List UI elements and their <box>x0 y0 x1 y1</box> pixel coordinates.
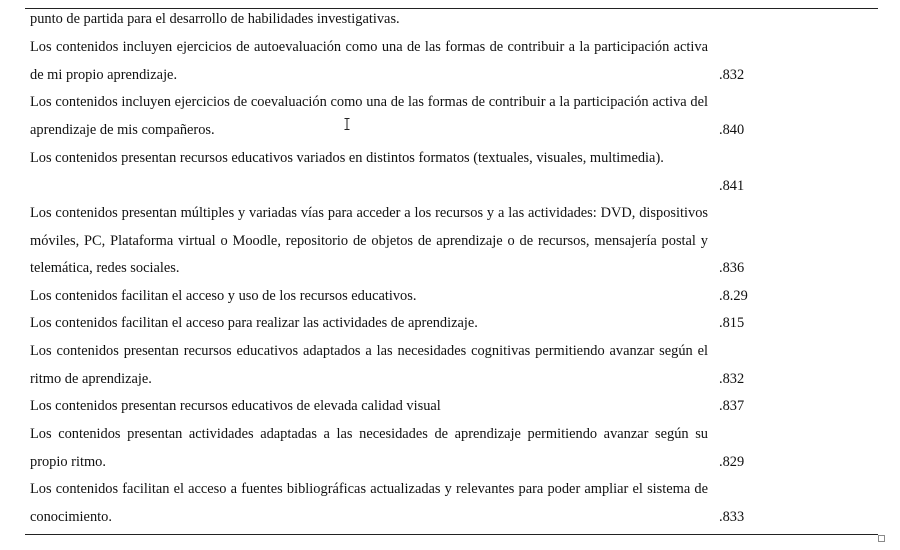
item-value: .815 <box>719 315 745 331</box>
item-value: .832 <box>719 370 745 387</box>
item-value: .8.29 <box>719 288 748 304</box>
item-text: Los contenidos facilitan el acceso para realizar las actividades de aprendizaje. <box>30 315 478 331</box>
item-value: .836 <box>719 260 745 276</box>
item-value: .841 <box>719 177 745 194</box>
text-cursor-icon <box>344 118 350 130</box>
item-text: Los contenidos facilitan el acceso a fuentes bibliográficas actualizadas y relevantes para poder ampliar el sistema de conocimiento. <box>30 481 708 525</box>
item-value: .829 <box>719 453 745 470</box>
table-bottom-border <box>25 534 878 535</box>
item-text: Los contenidos presentan recursos educativos variados en distintos formatos (textuales, visuales, multimedia). <box>30 150 664 166</box>
item-text: Los contenidos presentan recursos educativos adaptados a las necesidades cognitivas permitiendo avanzar según el ritmo de aprendizaje. <box>30 343 708 387</box>
item-text: Los contenidos presentan recursos educativos de elevada calidad visual <box>30 398 441 414</box>
item-text: Los contenidos incluyen ejercicios de autoevaluación como una de las formas de contribuir a la participación activa de mi propio aprendizaje. <box>30 39 708 83</box>
item-text: Los contenidos incluyen ejercicios de coevaluación como una de las formas de contribuir a la participación activa del aprendizaje de mis compañeros. <box>30 94 708 138</box>
item-value: .833 <box>719 508 745 525</box>
item-text: Los contenidos presentan actividades adaptadas a las necesidades de aprendizaje permitiendo avanzar según su propio ritmo. <box>30 426 708 470</box>
item-value: .837 <box>719 398 745 414</box>
item-value: .840 <box>719 121 745 138</box>
item-text: Los contenidos facilitan el acceso y uso de los recursos educativos. <box>30 288 417 304</box>
item-value: .832 <box>719 66 745 83</box>
item-text: punto de partida para el desarrollo de habilidades investigativas. <box>30 11 400 27</box>
table-resize-handle[interactable] <box>878 535 885 542</box>
item-text: Los contenidos presentan múltiples y variadas vías para acceder a los recursos y a las actividades: DVD, dispositivos móviles, PC, Plataforma virtual o Moodle, repositorio de objetos de aprendizaje o de recursos, mensajería postal y telemática, redes sociales. <box>30 205 708 276</box>
